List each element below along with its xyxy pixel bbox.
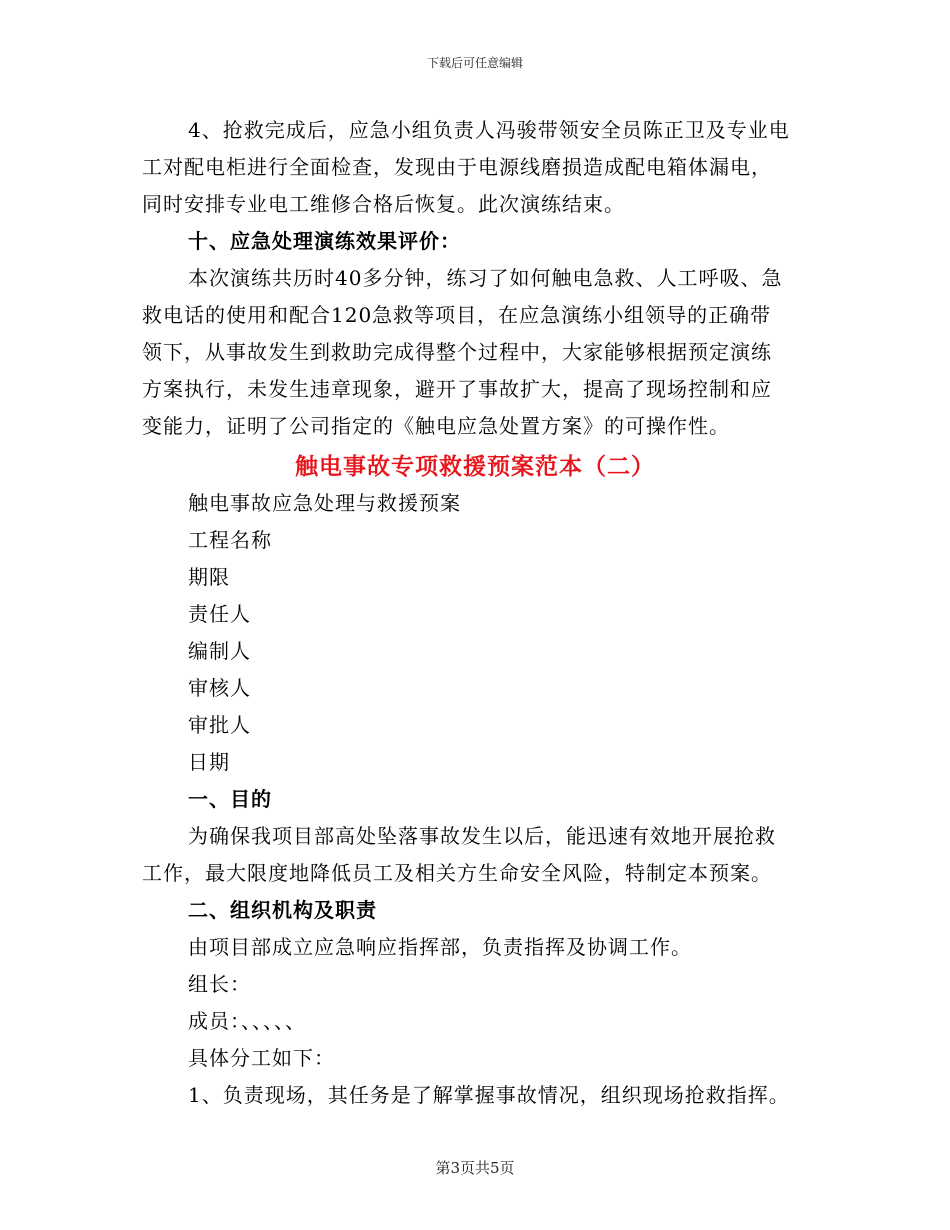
paragraph-line: 1、负责现场，其任务是了解掌握事故情况，组织现场抢救指挥。 xyxy=(188,1083,790,1107)
paragraph-line: 变能力，证明了公司指定的《触电应急处置方案》的可操作性。 xyxy=(142,414,730,438)
paragraph-line: 由项目部成立应急响应指挥部，负责指挥及协调工作。 xyxy=(188,935,692,959)
paragraph-line: 工对配电柜进行全面检查，发现由于电源线磨损造成配电箱体漏电， xyxy=(142,155,772,179)
cover-field: 触电事故应急处理与救援预案 xyxy=(188,491,461,515)
cover-field: 日期 xyxy=(188,750,230,774)
paragraph-line: 本次演练共历时40多分钟，练习了如何触电急救、人工呼吸、急 xyxy=(188,266,783,290)
page-footer: 第3页共5页 xyxy=(435,1159,515,1177)
section-heading: 一、目的 xyxy=(188,787,272,811)
paragraph-line: 方案执行，未发生违章现象，避开了事故扩大，提高了现场控制和应 xyxy=(142,377,772,401)
page-header: 下载后可任意编辑 xyxy=(426,56,523,70)
paragraph-line: 为确保我项目部高处坠落事故发生以后，能迅速有效地开展抢救 xyxy=(188,824,776,848)
paragraph-line: 具体分工如下： xyxy=(188,1046,335,1070)
paragraph-line: 同时安排专业电工维修合格后恢复。此次演练结束。 xyxy=(142,192,625,216)
section-heading: 十、应急处理演练效果评价： xyxy=(188,229,461,253)
cover-field: 责任人 xyxy=(188,602,251,626)
document-title: 触电事故专项救援预案范本（二） xyxy=(295,453,655,480)
paragraph-line: 成员：、、、、、 xyxy=(188,1009,306,1033)
cover-field: 工程名称 xyxy=(188,528,272,552)
cover-field: 期限 xyxy=(188,565,230,589)
paragraph-line: 领下，从事故发生到救助完成得整个过程中，大家能够根据预定演练 xyxy=(142,340,772,364)
paragraph-line: 工作，最大限度地降低员工及相关方生命安全风险，特制定本预案。 xyxy=(142,861,772,885)
cover-field: 审批人 xyxy=(188,713,251,737)
paragraph-line: 组长： xyxy=(188,972,251,996)
paragraph-line: 救电话的使用和配合120急救等项目，在应急演练小组领导的正确带 xyxy=(142,303,772,327)
section-heading: 二、组织机构及职责 xyxy=(188,898,377,922)
cover-field: 编制人 xyxy=(188,639,251,663)
cover-field: 审核人 xyxy=(188,676,251,700)
paragraph-line: 4、抢救完成后，应急小组负责人冯骏带领安全员陈正卫及专业电 xyxy=(188,118,790,142)
